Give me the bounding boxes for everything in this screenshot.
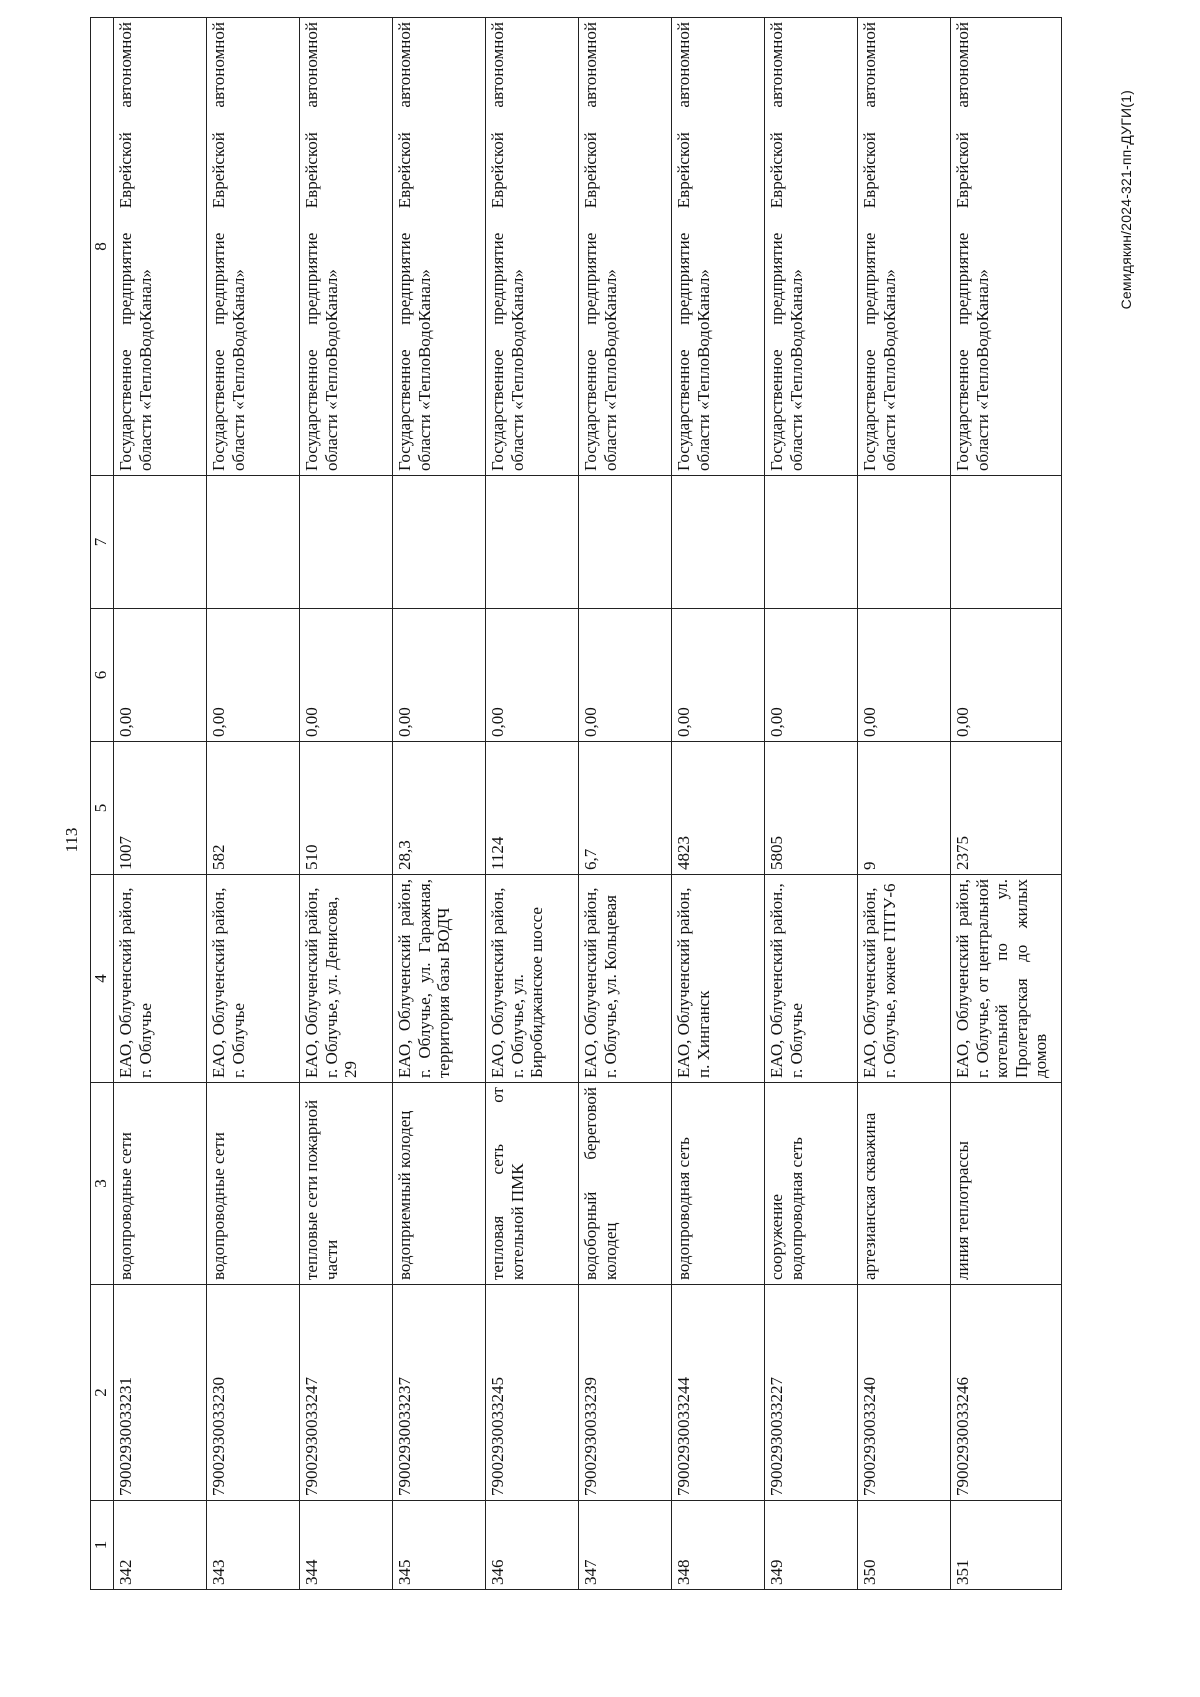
owner-name: Государственное предприятие Еврейской автономной области «ТеплоВодоКанал» [951, 18, 1062, 476]
object-cost: 0,00 [486, 609, 579, 742]
object-length: 4823 [672, 742, 765, 875]
table-row [951, 18, 1062, 1590]
col7-cell [486, 476, 579, 609]
object-name: водопроводные сети [207, 1083, 300, 1285]
header-col-7: 7 [91, 476, 114, 609]
owner-name: Государственное предприятие Еврейской автономной области «ТеплоВодоКанал» [672, 18, 765, 476]
col7-cell [951, 476, 1062, 609]
object-name: водопроводная сеть [672, 1083, 765, 1285]
row-number: 349 [765, 1501, 858, 1590]
table-row [672, 18, 765, 1590]
object-length: 510 [300, 742, 393, 875]
object-address: ЕАО, Облученский район, п. Хинганск [672, 875, 765, 1083]
owner-name: Государственное предприятие Еврейской автономной области «ТеплоВодоКанал» [393, 18, 486, 476]
cadastral-number: 79002930033227 [765, 1285, 858, 1501]
table-row [393, 18, 486, 1590]
object-cost: 0,00 [765, 609, 858, 742]
table-row [207, 18, 300, 1590]
object-name: тепловая сеть от котельной ПМК [486, 1083, 579, 1285]
cadastral-number: 79002930033246 [951, 1285, 1062, 1501]
object-name: артезианская скважина [858, 1083, 951, 1285]
cadastral-number: 79002930033239 [579, 1285, 672, 1501]
table-header-row [91, 18, 114, 1590]
object-length: 6,7 [579, 742, 672, 875]
object-length: 5805 [765, 742, 858, 875]
owner-name: Государственное предприятие Еврейской автономной области «ТеплоВодоКанал» [765, 18, 858, 476]
cadastral-number: 79002930033244 [672, 1285, 765, 1501]
object-address: ЕАО, Облученский район, г. Облучье [114, 875, 207, 1083]
object-length: 582 [207, 742, 300, 875]
object-length: 2375 [951, 742, 1062, 875]
col7-cell [765, 476, 858, 609]
cadastral-number: 79002930033247 [300, 1285, 393, 1501]
object-cost: 0,00 [672, 609, 765, 742]
object-name: линия теплотрассы [951, 1083, 1062, 1285]
table-row [486, 18, 579, 1590]
object-cost: 0,00 [393, 609, 486, 742]
header-col-6: 6 [91, 609, 114, 742]
table-row [300, 18, 393, 1590]
object-address: ЕАО, Облученский район, г. Облучье, ул. Биробиджанское шоссе [486, 875, 579, 1083]
owner-name: Государственное предприятие Еврейской автономной области «ТеплоВодоКанал» [300, 18, 393, 476]
row-number: 343 [207, 1501, 300, 1590]
object-cost: 0,00 [207, 609, 300, 742]
object-address: ЕАО, Облученский район, г. Облучье, ул. Денисова, 29 [300, 875, 393, 1083]
row-number: 342 [114, 1501, 207, 1590]
table-row [579, 18, 672, 1590]
object-name: тепловые сети пожарной части [300, 1083, 393, 1285]
object-length: 1124 [486, 742, 579, 875]
row-number: 345 [393, 1501, 486, 1590]
owner-name: Государственное предприятие Еврейской автономной области «ТеплоВодоКанал» [207, 18, 300, 476]
cadastral-number: 79002930033231 [114, 1285, 207, 1501]
owner-name: Государственное предприятие Еврейской автономной области «ТеплоВодоКанал» [579, 18, 672, 476]
header-col-5: 5 [91, 742, 114, 875]
table-row [765, 18, 858, 1590]
object-length: 9 [858, 742, 951, 875]
col7-cell [207, 476, 300, 609]
col7-cell [300, 476, 393, 609]
object-cost: 0,00 [579, 609, 672, 742]
object-address: ЕАО, Облученский район, г. Облучье, ул. Гаражная, территория базы ВОДЧ [393, 875, 486, 1083]
object-address: ЕАО, Облученский район, г. Облучье, ул. Кольцевая [579, 875, 672, 1083]
object-length: 28,3 [393, 742, 486, 875]
object-cost: 0,00 [300, 609, 393, 742]
header-col-4: 4 [91, 875, 114, 1083]
header-col-3: 3 [91, 1083, 114, 1285]
col7-cell [114, 476, 207, 609]
object-cost: 0,00 [858, 609, 951, 742]
owner-name: Государственное предприятие Еврейской автономной области «ТеплоВодоКанал» [858, 18, 951, 476]
object-address: ЕАО, Облученский район, г. Облучье [207, 875, 300, 1083]
cadastral-number: 79002930033240 [858, 1285, 951, 1501]
object-address: ЕАО, Облученский район., г. Облучье [765, 875, 858, 1083]
col7-cell [393, 476, 486, 609]
object-name: водоприемный колодец [393, 1083, 486, 1285]
object-cost: 0,00 [114, 609, 207, 742]
row-number: 348 [672, 1501, 765, 1590]
object-cost: 0,00 [951, 609, 1062, 742]
cadastral-number: 79002930033230 [207, 1285, 300, 1501]
row-number: 350 [858, 1501, 951, 1590]
row-number: 344 [300, 1501, 393, 1590]
owner-name: Государственное предприятие Еврейской автономной области «ТеплоВодоКанал» [486, 18, 579, 476]
page-number: 113 [62, 827, 81, 853]
object-name: водоборный береговой колодец [579, 1083, 672, 1285]
owner-name: Государственное предприятие Еврейской автономной области «ТеплоВодоКанал» [114, 18, 207, 476]
table-row [858, 18, 951, 1590]
header-col-1: 1 [91, 1501, 114, 1590]
col7-cell [579, 476, 672, 609]
col7-cell [672, 476, 765, 609]
document-footer-code: Семидякин/2024-321-пп-ДУГИ(1) [1118, 90, 1134, 310]
object-address: ЕАО, Облученский район, г. Облучье, от центральной котельной по ул. Пролетарская до жилых домов [951, 875, 1062, 1083]
cadastral-number: 79002930033237 [393, 1285, 486, 1501]
object-name: водопроводные сети [114, 1083, 207, 1285]
row-number: 346 [486, 1501, 579, 1590]
object-name: сооружение водопроводная сеть [765, 1083, 858, 1285]
header-col-8: 8 [91, 18, 114, 476]
header-col-2: 2 [91, 1285, 114, 1501]
object-length: 1007 [114, 742, 207, 875]
row-number: 347 [579, 1501, 672, 1590]
col7-cell [858, 476, 951, 609]
rotated-page [60, 22, 1140, 1590]
object-address: ЕАО, Облученский район, г. Облучье, южнее ГПТУ-6 [858, 875, 951, 1083]
cadastral-number: 79002930033245 [486, 1285, 579, 1501]
property-register-table [90, 17, 1062, 1590]
row-number: 351 [951, 1501, 1062, 1590]
table-row [114, 18, 207, 1590]
